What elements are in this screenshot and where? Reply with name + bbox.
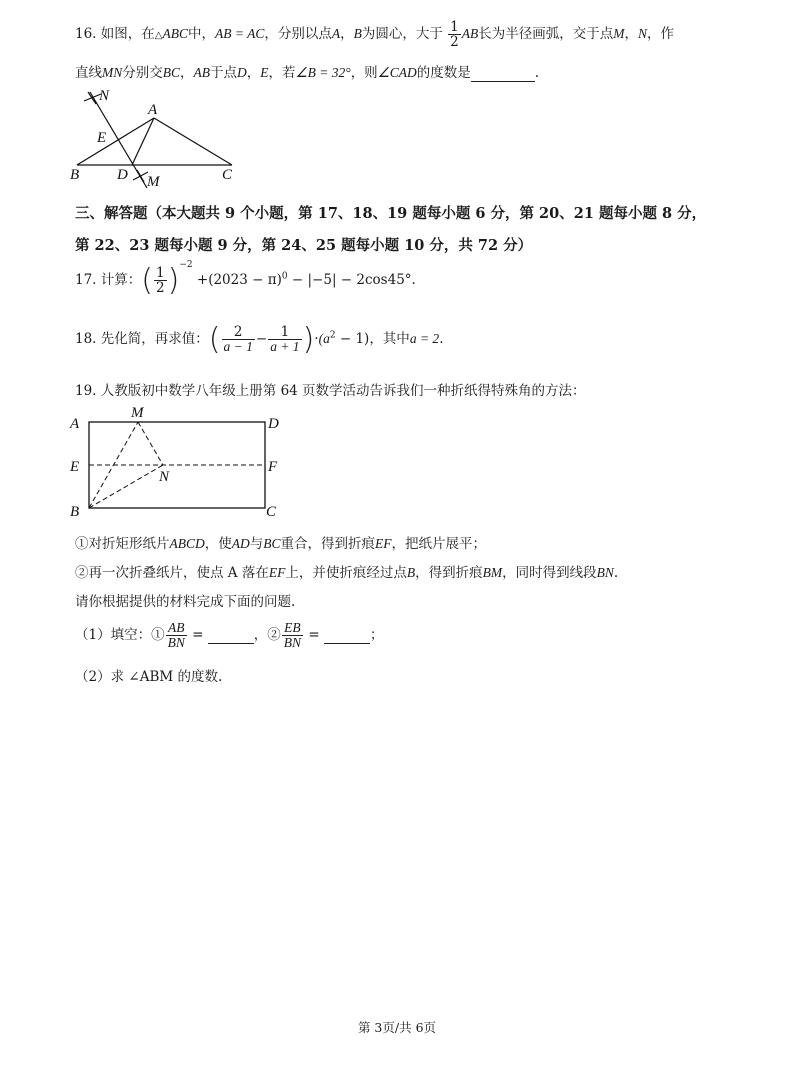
section-3-heading-line2: 第 22、23 题每小题 9 分，第 24、25 题每小题 10 分，共 72 分）: [75, 237, 533, 254]
label-b: B: [70, 167, 80, 183]
q17-fraction: $\frac{1}{2}$: [156, 264, 165, 296]
q19-fraction-ab-bn: $\frac{AB}{BN}$: [167, 620, 185, 651]
label-a: A: [70, 416, 80, 432]
segment-ac: [154, 118, 232, 165]
q19-part2: （2）求 ∠ABM 的度数.: [75, 669, 223, 685]
q16-triangle-figure: [64, 84, 244, 190]
q19-step1: ①对折矩形纸片ABCD，使AD与BC重合，得到折痕EF，把纸片展平；: [75, 536, 487, 552]
q17: 17. 计算：( $\frac{1}{2}$ )$^{-2} +(2023 - \pi)^0 - |-5| - 2\cos 45^\circ$.: [75, 259, 416, 298]
label-n: N: [99, 88, 110, 104]
label-d: D: [117, 167, 128, 183]
q18-fraction-2: $\frac{1}{a + 1}$: [270, 323, 300, 354]
q19-answer-blank-1: [208, 627, 254, 644]
page-footer: 第 3页/共 6页: [357, 1020, 437, 1035]
q16-answer-blank: [471, 65, 535, 82]
label-m: M: [131, 405, 144, 421]
label-f: F: [268, 459, 278, 475]
q18: 18. 先化简，再求值：( $\frac{2}{a - 1}$ − $\frac{1}{a + 1}$ )$\cdot(a^2 - 1)$，其中a = 2.: [75, 322, 444, 357]
label-m: M: [147, 174, 160, 190]
q16-line2: 直线MN分别交BC，AB于点D，E，若∠B = 32°，则∠CAD的度数是 .: [75, 65, 540, 81]
q19-fraction-eb-bn: $\frac{EB}{BN}$: [283, 620, 302, 651]
q16-half-fraction: $\frac{1}{2}$: [450, 19, 459, 51]
label-e: E: [70, 459, 80, 475]
section-3-heading-line1: 三、解答题（本大题共 9 个小题，第 17、18、19 题每小题 6 分，第 20、21 题每小题 8 分，: [75, 205, 707, 222]
segment-bn: [89, 465, 163, 508]
q19-part1: （1）填空：① $\frac{AB}{BN}$ = ，② $\frac{EB}{BN}$ = ；: [75, 620, 384, 651]
segment-mn: [138, 422, 163, 465]
q19-rectangle-figure: [64, 400, 294, 524]
label-e: E: [97, 130, 107, 146]
label-c: C: [266, 504, 277, 520]
label-c: C: [222, 167, 233, 183]
q18-fraction-1: $\frac{2}{a - 1}$: [223, 323, 253, 354]
q19-step2: ②再一次折叠纸片，使点 A 落在EF上，并使折痕经过点B，得到折痕BM，同时得到线段BN.: [75, 565, 619, 581]
label-b: B: [70, 504, 80, 520]
label-n: N: [159, 469, 170, 485]
label-d: D: [268, 416, 279, 432]
q19-intro: 19. 人教版初中数学八年级上册第 64 页数学活动告诉我们一种折纸得特殊角的方法：: [75, 383, 586, 399]
q19-answer-blank-2: [324, 627, 370, 644]
arc-mark-n2: [88, 92, 96, 104]
q16-line1: 16. 如图，在△ABC中，AB = AC，分别以点A，B为圆心，大于 $\frac{1}{2}$ AB长为半径画弧，交于点M，N，作: [75, 19, 674, 51]
q19-prompt: 请你根据提供的材料完成下面的问题.: [75, 594, 296, 610]
label-a: A: [148, 102, 158, 118]
arc-mark-m2: [137, 170, 144, 182]
